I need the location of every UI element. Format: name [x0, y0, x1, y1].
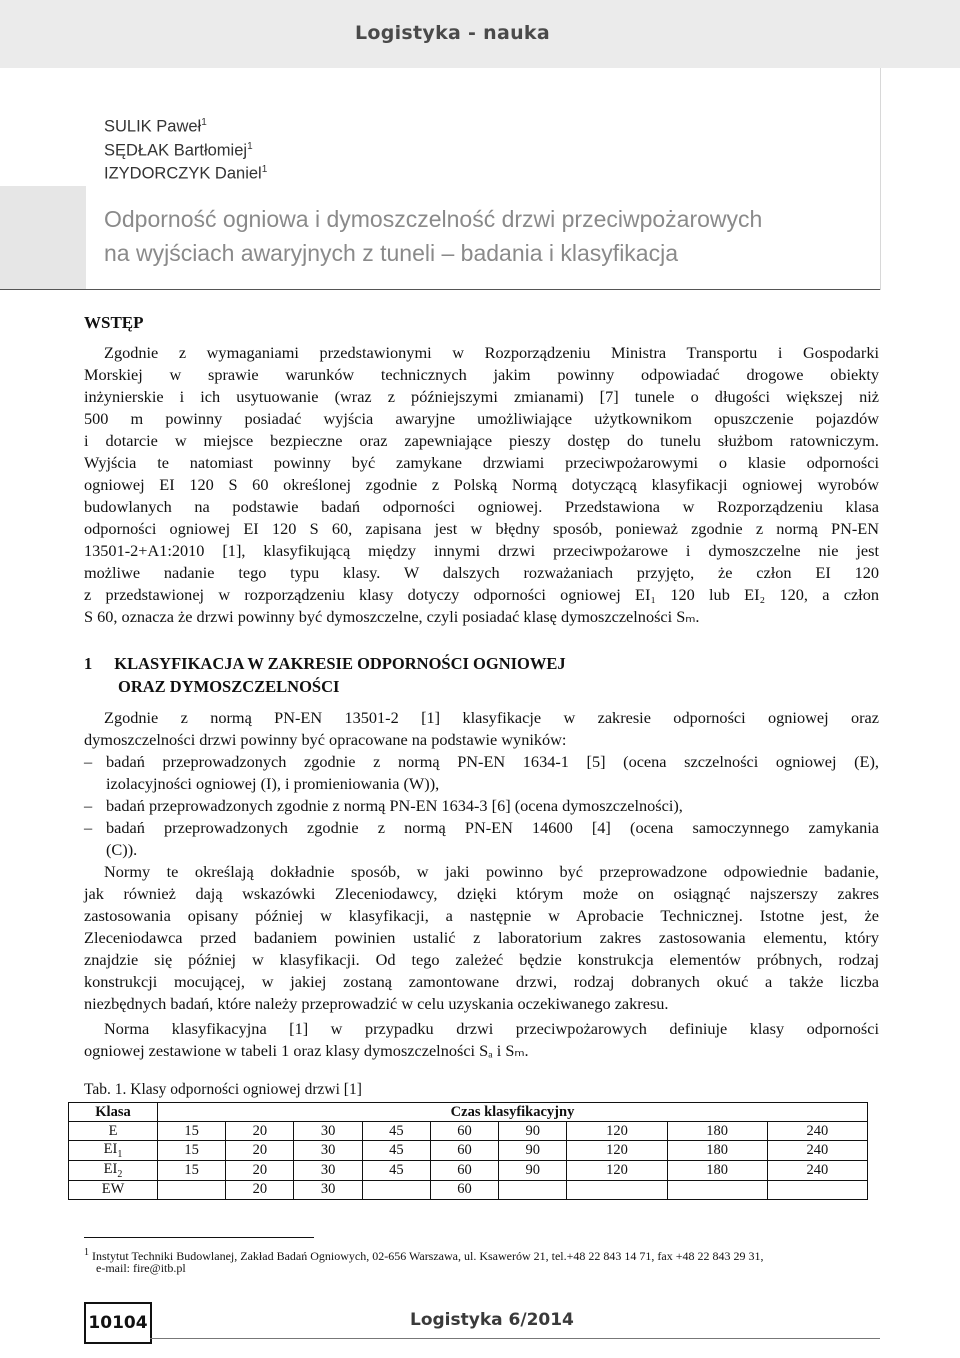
table-cell: 90	[499, 1141, 567, 1161]
text-line: Zleceniodawca przed badaniem powinien ustalić z laboratorium zakres zastosowania elementu, który	[84, 928, 879, 947]
text-line: zastosowania opisany później w klasyfikacji, a następnie w Aprobacie Technicznej. Istotne jest, że	[84, 906, 879, 925]
text-line: ogniowej EI 120 S 60 określonej zgodnie z Polską Normą dotyczącą klasyfikacji ogniowej wyrobów	[84, 475, 879, 494]
table-cell: 15	[158, 1141, 226, 1161]
table-cell: 180	[667, 1122, 767, 1141]
table-cell: 45	[362, 1141, 430, 1161]
text-line: inżynierskie i ich usytuowanie (wraz z późniejszymi zmianami) [7] tunele o długości większej niż	[84, 387, 879, 406]
classification-table	[68, 1102, 868, 1200]
journal-footer: Logistyka 6/2014	[410, 1310, 574, 1330]
list-item: – badań przeprowadzonych zgodnie z normą PN-EN 1634-3 [6] (ocena dymoszczelności),	[84, 796, 683, 815]
text-line: 13501-2+A1:2010 [1], klasyfikującą między innymi drzwi przeciwpożarowe i dymoszczelne nie jest	[84, 541, 879, 560]
text-line: Norma klasyfikacyjna [1] w przypadku drzwi przeciwpożarowych definiuje klasy odporności	[104, 1019, 879, 1038]
table-header-cell: Klasa	[69, 1103, 158, 1122]
section1-paragraph	[84, 861, 879, 1015]
table-cell: 120	[567, 1141, 667, 1161]
section1-paragraph	[84, 1018, 879, 1062]
title-sidebar-block	[0, 186, 86, 290]
table-header-row	[69, 1103, 868, 1122]
text-line: Wyjścia te natomiast powinny być zamykane drzwiami przeciwpożarowymi o klasie odporności	[84, 453, 879, 472]
text-line: niezbędnych badań, które należy przeprowadzić w celu uzyskania oczekiwanego zakresu.	[84, 994, 669, 1013]
table-cell: 30	[294, 1122, 362, 1141]
table-row	[69, 1122, 868, 1141]
section-heading: 1 KLASYFIKACJA W ZAKRESIE ODPORNOŚCI OGNIOWEJ	[84, 654, 566, 673]
footnote-cont: e-mail: fire@itb.pl	[96, 1261, 186, 1275]
text-line: 500 m powinny posiadać wyjścia awaryjne umożliwiające użytkownikom opuszczenie pojazdów	[84, 409, 879, 428]
table-caption: Tab. 1. Klasy odporności ogniowej drzwi [1]	[84, 1081, 362, 1098]
table-cell	[499, 1180, 567, 1199]
table-cell: 60	[430, 1122, 498, 1141]
table-cell: 240	[767, 1122, 867, 1141]
text-line: dymoszczelności drzwi powinny być opracowane na podstawie wyników:	[84, 730, 567, 749]
text-line: odporności ogniowej EI 120 S 60, zapisana jest w błędny sposób, ponieważ zgodnie z normą PN-EN	[84, 519, 879, 538]
table-cell	[158, 1180, 226, 1199]
text-line: ogniowej zestawione w tabeli 1 oraz klasy dymoszczelności Sₐ i Sₘ.	[84, 1041, 529, 1060]
table-cell: 30	[294, 1180, 362, 1199]
text-line: możliwe nadanie tego typu klasy. W dalszych rozważaniach przyjęto, że człon EI 120	[84, 563, 879, 582]
table-cell: $EI_2$	[69, 1160, 158, 1180]
text-line: znajdzie się później w klasyfikacji. Od tego zależeć będzie konstrukcja elementów próbnych, rodzaj	[84, 950, 879, 969]
section-header: Logistyka - nauka	[354, 22, 550, 44]
table-row	[69, 1180, 868, 1199]
table-cell: 60	[430, 1160, 498, 1180]
text-line: Zgodnie z normą PN-EN 13501-2 [1] klasyfikacje w zakresie odporności ogniowej oraz	[104, 708, 879, 727]
table-row	[69, 1160, 868, 1180]
text-line: Normy te określają dokładnie sposób, w jaki powinno być przeprowadzone odpowiednie badanie,	[104, 862, 879, 881]
text-line: i dotarcie w miejsce bezpieczne oraz zapewniające pieszy dostęp do tunelu służbom ratowniczym.	[84, 431, 879, 450]
table-cell	[667, 1180, 767, 1199]
text-line: jak również dają wskazówki Zleceniodawcy, dzięki którym może on osiągnąć najszerszy zakres	[84, 884, 879, 903]
paper-title-line: na wyjściach awaryjnych z tuneli – badania i klasyfikacja	[104, 240, 679, 266]
table-cell: E	[69, 1122, 158, 1141]
text-line: budowlanych na podstawie badań odporności ogniowej. Przedstawiona w Rozporządzeniu klasa	[84, 497, 879, 516]
table-cell: 20	[226, 1141, 294, 1161]
table-cell: 90	[499, 1160, 567, 1180]
table-cell	[567, 1180, 667, 1199]
table-cell: 60	[430, 1141, 498, 1161]
table-cell: 240	[767, 1160, 867, 1180]
section1-paragraph	[84, 707, 879, 751]
table-header-cell: Czas klasyfikacyjny	[158, 1103, 868, 1122]
author: IZYDORCZYK Daniel$^1$	[104, 164, 268, 183]
table-cell: 60	[430, 1180, 498, 1199]
table-cell: 45	[362, 1160, 430, 1180]
table-cell: 180	[667, 1141, 767, 1161]
page-number: 10104	[84, 1302, 152, 1344]
intro-paragraph	[84, 342, 879, 628]
table-cell: 30	[294, 1141, 362, 1161]
title-rule	[0, 289, 880, 290]
table-cell	[362, 1180, 430, 1199]
table-cell	[767, 1180, 867, 1199]
table-cell: EW	[69, 1180, 158, 1199]
paper-title-line: Odporność ogniowa i dymoszczelność drzwi przeciwpożarowych	[104, 206, 763, 232]
intro-heading: WSTĘP	[84, 313, 144, 332]
list-item: – badań przeprowadzonych zgodnie z normą PN-EN 14600 [4] (ocena samoczynnego zamykania (C)).	[84, 818, 879, 859]
footnote-rule	[84, 1237, 314, 1238]
text-line: Zgodnie z wymaganiami przedstawionymi w Rozporządzeniu Ministra Transportu i Gospodarki	[104, 343, 879, 362]
section-heading-cont: ORAZ DYMOSZCZELNOŚCI	[118, 677, 340, 696]
footnote: $^1$ Instytut Techniki Budowlanej, Zakład Badań Ogniowych, 02-656 Warszawa, ul. Ksawerów 21, tel.+48 22 843 14 71, fax +48 22 843 29 31,	[84, 1247, 764, 1263]
table-cell: 15	[158, 1122, 226, 1141]
table-cell: 30	[294, 1160, 362, 1180]
text-line: konstrukcji mocującej, w jakiej zostaną zamontowane drzwi, rodzaj dobranych okuć a także liczba	[84, 972, 879, 991]
table-cell: 240	[767, 1141, 867, 1161]
text-line: S 60, oznacza że drzwi powinny być dymoszczelne, czyli posiadać klasę dymoszczelności Sₘ.	[84, 607, 700, 626]
table-cell: 20	[226, 1180, 294, 1199]
table-cell: 120	[567, 1160, 667, 1180]
author: SULIK Paweł$^1$	[104, 117, 207, 136]
table-cell: 20	[226, 1160, 294, 1180]
footer-rule	[150, 1338, 880, 1339]
table-cell: $EI_1$	[69, 1141, 158, 1161]
table-cell: 45	[362, 1122, 430, 1141]
table-cell: 90	[499, 1122, 567, 1141]
list-item: – badań przeprowadzonych zgodnie z normą PN-EN 1634-1 [5] (ocena szczelności ogniowej (E), izolacyjności ogniowej (I), i promieniowania (W)),	[84, 752, 879, 793]
table-cell: 180	[667, 1160, 767, 1180]
table-cell: 120	[567, 1122, 667, 1141]
table-cell: 15	[158, 1160, 226, 1180]
text-line: Morskiej w sprawie warunków technicznych jakim powinny odpowiadać drogowe obiekty	[84, 365, 879, 384]
table-row	[69, 1141, 868, 1161]
text-line: z przedstawionej w rozporządzeniu klasy dotyczy odporności ogniowej EI₁ 120 lub EI₂ 120, a człon	[84, 585, 879, 604]
author: SĘDŁAK Bartłomiej$^1$	[104, 141, 253, 160]
table-cell: 20	[226, 1122, 294, 1141]
